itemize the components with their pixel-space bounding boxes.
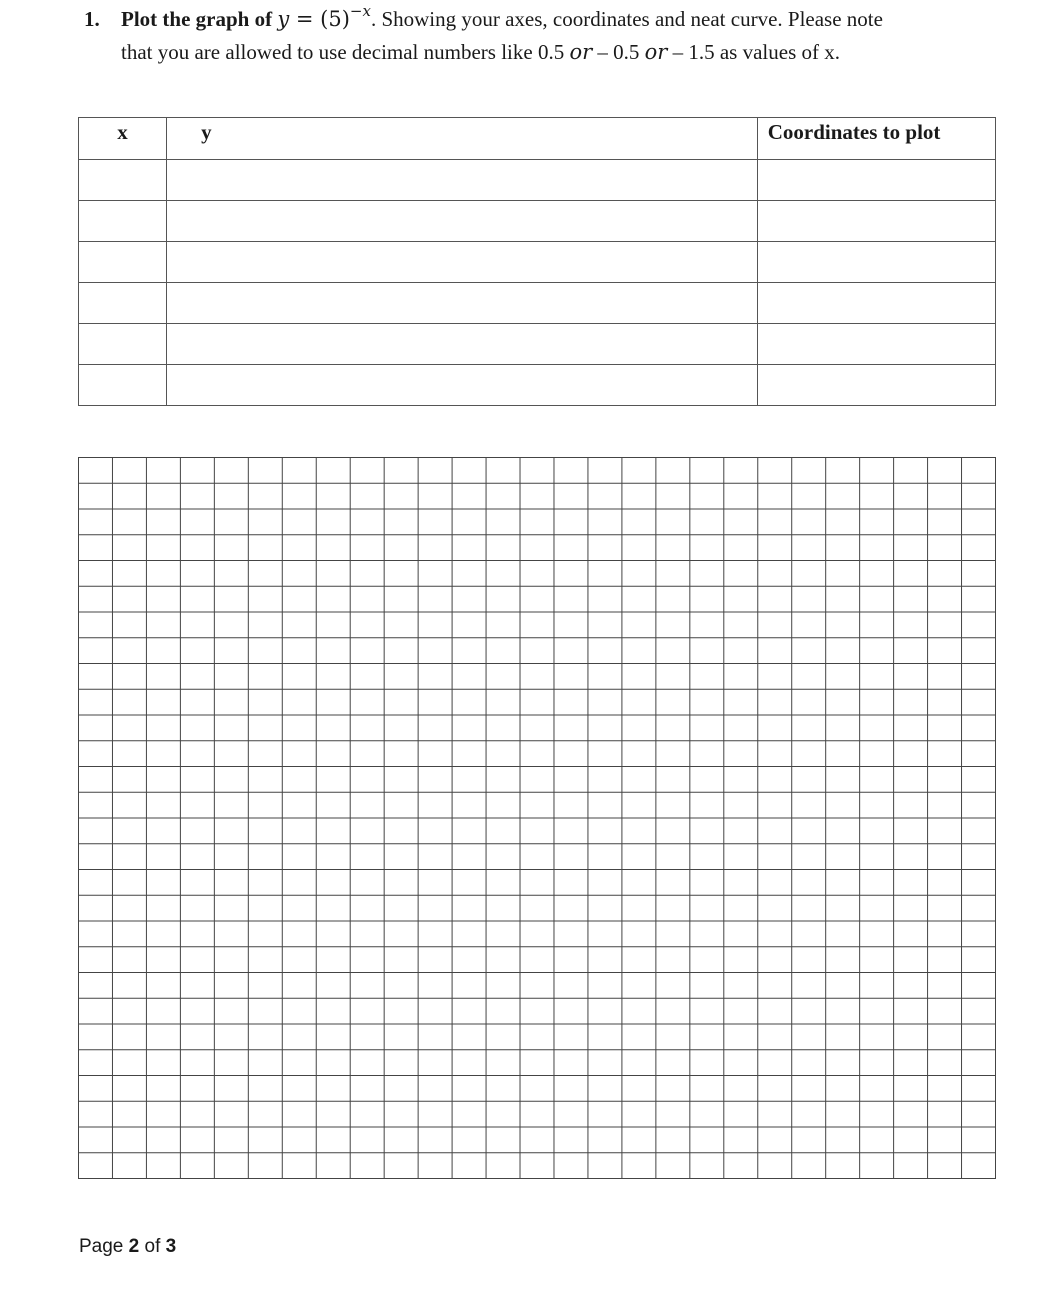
cell-coordinates[interactable]: [757, 242, 995, 283]
footer-current-page: 2: [128, 1236, 140, 1257]
question-or-2: or: [644, 40, 668, 64]
question-line-1: [121, 3, 883, 36]
cell-coordinates[interactable]: [757, 365, 995, 406]
footer-middle: of: [139, 1236, 166, 1257]
question-rest-line-1: . Showing your axes, coordinates and neat curve. Please note: [370, 7, 883, 31]
equation-lhs: y: [277, 7, 290, 31]
cell-coordinates[interactable]: [757, 201, 995, 242]
question-line-2-a: that you are allowed to use decimal numbers like 0.5: [121, 40, 570, 64]
cell-x[interactable]: [79, 283, 167, 324]
cell-x[interactable]: [79, 242, 167, 283]
table-row: [79, 160, 996, 201]
equation-exponent: −x: [349, 2, 371, 20]
question-line-2: [121, 36, 840, 69]
graph-paper[interactable]: [78, 457, 996, 1179]
cell-y[interactable]: [167, 283, 758, 324]
table-row: [79, 365, 996, 406]
cell-coordinates[interactable]: [757, 160, 995, 201]
question-number: 1.: [84, 7, 100, 31]
header-x: x: [79, 118, 167, 160]
footer-prefix: Page: [79, 1236, 129, 1257]
cell-y[interactable]: [167, 242, 758, 283]
values-table: [78, 117, 996, 406]
cell-y[interactable]: [167, 160, 758, 201]
cell-coordinates[interactable]: [757, 283, 995, 324]
cell-y[interactable]: [167, 324, 758, 365]
graph-paper-grid[interactable]: [78, 457, 996, 1179]
table-row: [79, 242, 996, 283]
question-line-2-c: – 1.5 as values of x.: [667, 40, 840, 64]
cell-x[interactable]: [79, 160, 167, 201]
page-footer: [79, 1236, 176, 1258]
cell-y[interactable]: [167, 201, 758, 242]
cell-x[interactable]: [79, 201, 167, 242]
question-line-2-b: – 0.5: [592, 40, 645, 64]
footer-total-pages: 3: [165, 1236, 177, 1257]
cell-x[interactable]: [79, 365, 167, 406]
table-row: [79, 324, 996, 365]
equation-base: (5): [320, 7, 350, 31]
table-row: [79, 283, 996, 324]
cell-x[interactable]: [79, 324, 167, 365]
header-y: y: [167, 118, 758, 160]
question-lead: Plot the graph of: [121, 7, 273, 31]
cell-coordinates[interactable]: [757, 324, 995, 365]
header-coordinates: Coordinates to plot: [757, 118, 995, 160]
equation-sign: =: [289, 7, 321, 31]
cell-y[interactable]: [167, 365, 758, 406]
question-or-1: or: [569, 40, 593, 64]
table-header-row: [79, 118, 996, 160]
table-row: [79, 201, 996, 242]
